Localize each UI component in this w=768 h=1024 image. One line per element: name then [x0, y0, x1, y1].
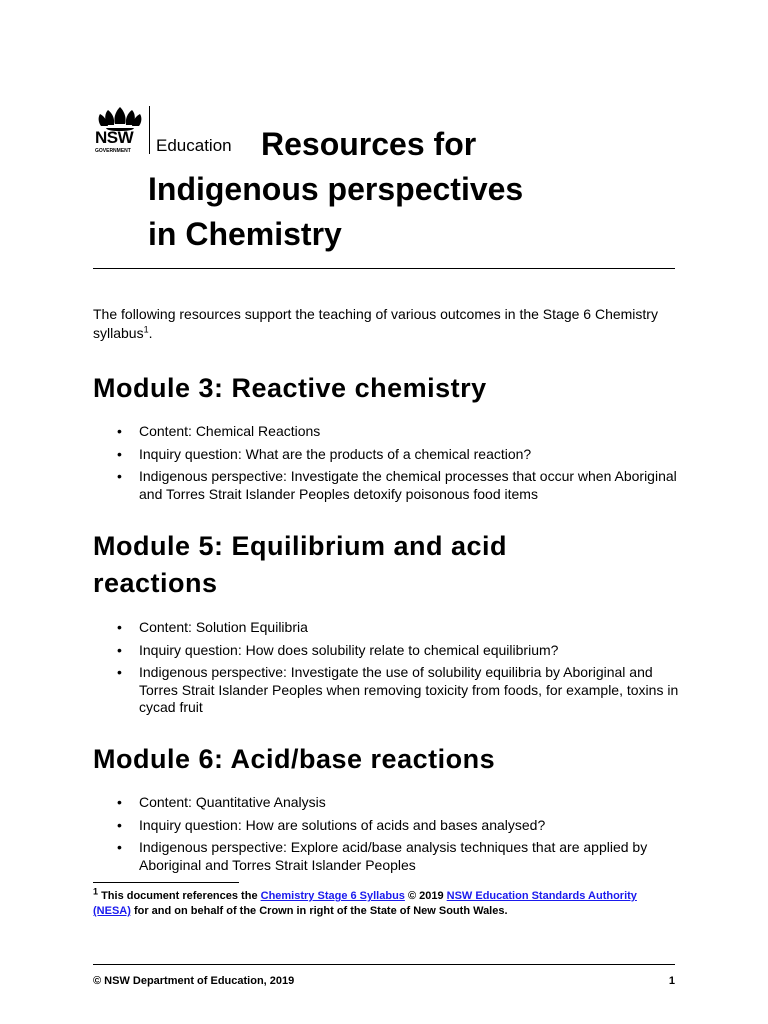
logo-nsw-text: NSW — [95, 128, 134, 147]
page-number: 1 — [668, 975, 675, 987]
title-line-1: Resources for — [261, 126, 477, 162]
module-3-heading: Module 3: Reactive chemistry — [93, 373, 487, 403]
list-item: • Content: Solution Equilibria — [93, 619, 683, 637]
intro-end: . — [148, 325, 153, 341]
list-item: • Content: Chemical Reactions — [93, 423, 683, 441]
module-6-heading: Module 6: Acid/base reactions — [93, 744, 496, 774]
footnote-text: for and on behalf of the Crown in right of the State of New South Wales. — [130, 905, 508, 917]
list-item: • Indigenous perspective: Investigate the use of solubility equilibria by Aboriginal and Torres Strait Islander Peoples when removing toxicity from foods, for example, toxins in cycad fruit — [93, 664, 683, 717]
module-3-list — [93, 423, 683, 508]
title-line-3: in Chemistry — [148, 216, 342, 252]
document-title — [148, 122, 688, 257]
footnote-number: 1 — [93, 886, 99, 897]
list-item: • Indigenous perspective: Explore acid/base analysis techniques that are applied by Aboriginal and Torres Strait Islander Peoples — [93, 839, 683, 874]
footer-copyright: © NSW Department of Education, 2019 — [93, 975, 295, 987]
footer-divider — [93, 964, 675, 965]
module-6-list — [93, 794, 683, 879]
list-item: • Indigenous perspective: Investigate the chemical processes that occur when Aboriginal and Torres Strait Islander Peoples detoxify poisonous food items — [93, 468, 683, 503]
list-item: • Inquiry question: How does solubility relate to chemical equilibrium? — [93, 642, 683, 660]
module-5-heading-line-1: Module 5: Equilibrium and acid — [93, 531, 508, 561]
intro-paragraph — [93, 305, 683, 343]
nesa-link[interactable]: NSW Education Standards Authority (NESA) — [93, 890, 637, 917]
list-item: • Inquiry question: How are solutions of acids and bases analysed? — [93, 817, 683, 835]
footnote-text: This document references the — [98, 890, 261, 902]
title-divider — [93, 268, 675, 269]
logo-education-text: Education — [156, 136, 232, 155]
module-5-heading-line-2: reactions — [93, 568, 218, 598]
title-line-2: Indigenous perspectives — [148, 171, 524, 207]
list-item: • Content: Quantitative Analysis — [93, 794, 683, 812]
footnote-separator — [93, 882, 239, 883]
footnote — [93, 886, 653, 919]
module-5-list — [93, 619, 683, 722]
list-item: • Inquiry question: What are the products of a chemical reaction? — [93, 446, 683, 464]
intro-text: The following resources support the teaching of various outcomes in the Stage 6 Chemistry syllabus — [93, 306, 658, 341]
footnote-text: © 2019 — [404, 890, 447, 902]
module-5-heading — [93, 528, 693, 602]
logo-government-text: GOVERNMENT — [95, 148, 131, 154]
syllabus-link[interactable]: Chemistry Stage 6 Syllabus — [260, 890, 405, 902]
intro-footnote-ref[interactable]: 1 — [143, 324, 149, 335]
